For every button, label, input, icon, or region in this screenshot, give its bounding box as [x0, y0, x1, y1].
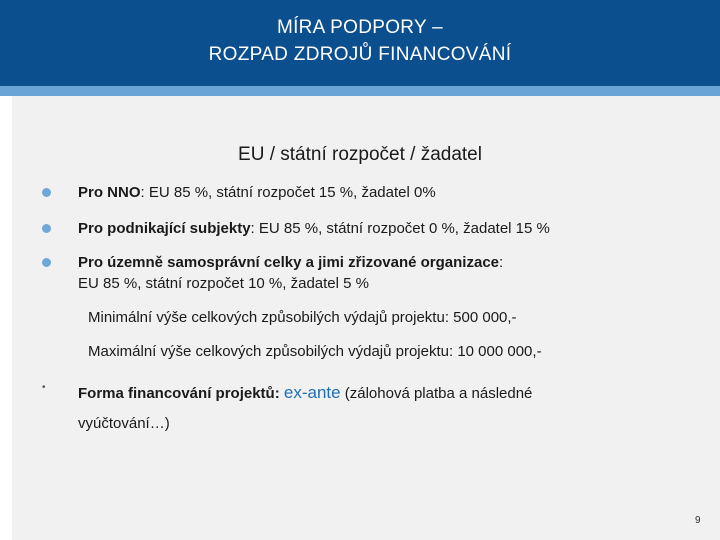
list-item-business [78, 218, 550, 239]
item-text: : [499, 254, 504, 271]
item-label: Pro NNO [78, 184, 141, 201]
small-bullet-icon: • [42, 382, 46, 393]
header-accent-strip [0, 86, 720, 96]
page-number: 9 [695, 515, 701, 526]
item-label: Pro podnikající subjekty [78, 220, 251, 237]
slide-subtitle: EU / státní rozpočet / žadatel [238, 144, 482, 165]
slide-header [0, 0, 720, 86]
financing-highlight: ex-ante [283, 383, 341, 402]
financing-text-line2: vyúčtování…) [78, 415, 170, 432]
item-label: Pro územně samosprávní celky a jimi zřizované organizace [78, 254, 500, 271]
bullet-icon [42, 224, 51, 233]
item-text: : EU 85 %, státní rozpočet 15 %, žadatel 0% [140, 184, 436, 201]
financing-text: (zálohová platba a následné [344, 385, 533, 402]
header-title-line2: ROZPAD ZDROJŮ FINANCOVÁNÍ [208, 44, 512, 65]
list-item-nno [78, 182, 436, 203]
bullet-icon [42, 188, 51, 197]
financing-label: Forma financování projektů: [78, 385, 280, 402]
item-text-line2: EU 85 %, státní rozpočet 10 %, žadatel 5 % [78, 275, 369, 292]
list-item-financing [78, 378, 532, 439]
bullet-icon [42, 258, 51, 267]
max-expenditure-text: Maximální výše celkových způsobilých výdajů projektu: 10 000 000,- [88, 343, 542, 360]
item-text: : EU 85 %, státní rozpočet 0 %, žadatel 15 % [250, 220, 550, 237]
min-expenditure-text: Minimální výše celkových způsobilých výdajů projektu: 500 000,- [88, 309, 517, 326]
list-item-municipal [78, 252, 503, 294]
header-title-line1: MÍRA PODPORY – [276, 17, 444, 38]
